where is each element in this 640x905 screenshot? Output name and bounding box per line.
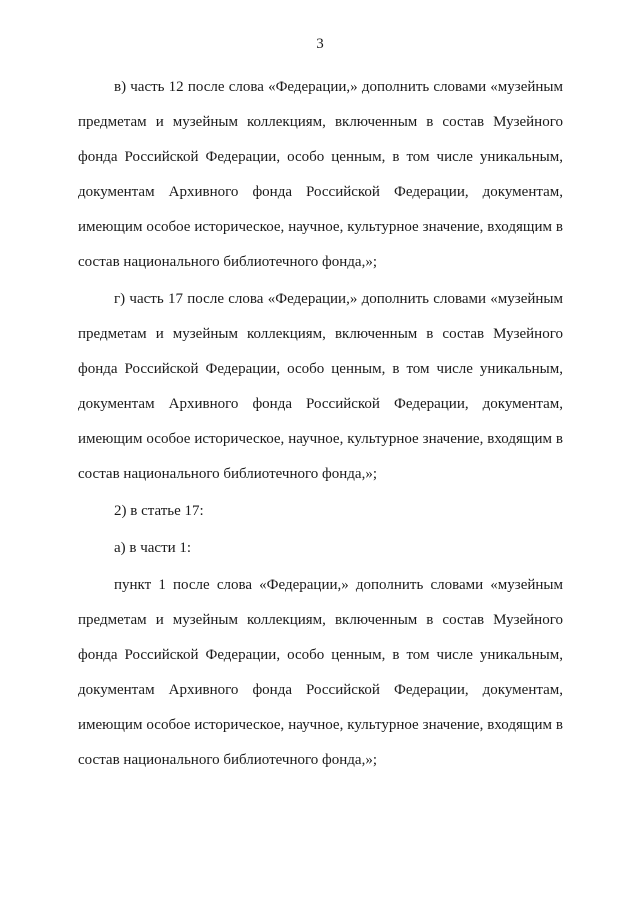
document-body bbox=[78, 70, 563, 780]
paragraph-part-1: а) в части 1: bbox=[114, 540, 192, 556]
paragraph-article-17: 2) в статье 17: bbox=[114, 503, 204, 519]
paragraph-v: в) часть 12 после слова «Федерации,» дополнить словами «музейным предметам и музейным коллекциям, включенным в состав Музейного фонда Российской Федерации, особо ценным, в том числе уникальным, документам Архивного фонда Российской Федерации, документам, имеющим особое историческое, научное, культурное значение, входящим в состав национального библиотечного фонда,»; bbox=[78, 79, 563, 270]
paragraph-item-1: пункт 1 после слова «Федерации,» дополнить словами «музейным предметам и музейным коллекциям, включенным в состав Музейного фонда Российской Федерации, особо ценным, в том числе уникальным, документам Архивного фонда Российской Федерации, документам, имеющим особое историческое, научное, культурное значение, входящим в состав национального библиотечного фонда,»; bbox=[78, 577, 563, 768]
page-number: 3 bbox=[316, 36, 324, 52]
paragraph-g: г) часть 17 после слова «Федерации,» дополнить словами «музейным предметам и музейным коллекциям, включенным в состав Музейного фонда Российской Федерации, особо ценным, в том числе уникальным, документам Архивного фонда Российской Федерации, документам, имеющим особое историческое, научное, культурное значение, входящим в состав национального библиотечного фонда,»; bbox=[78, 291, 563, 482]
